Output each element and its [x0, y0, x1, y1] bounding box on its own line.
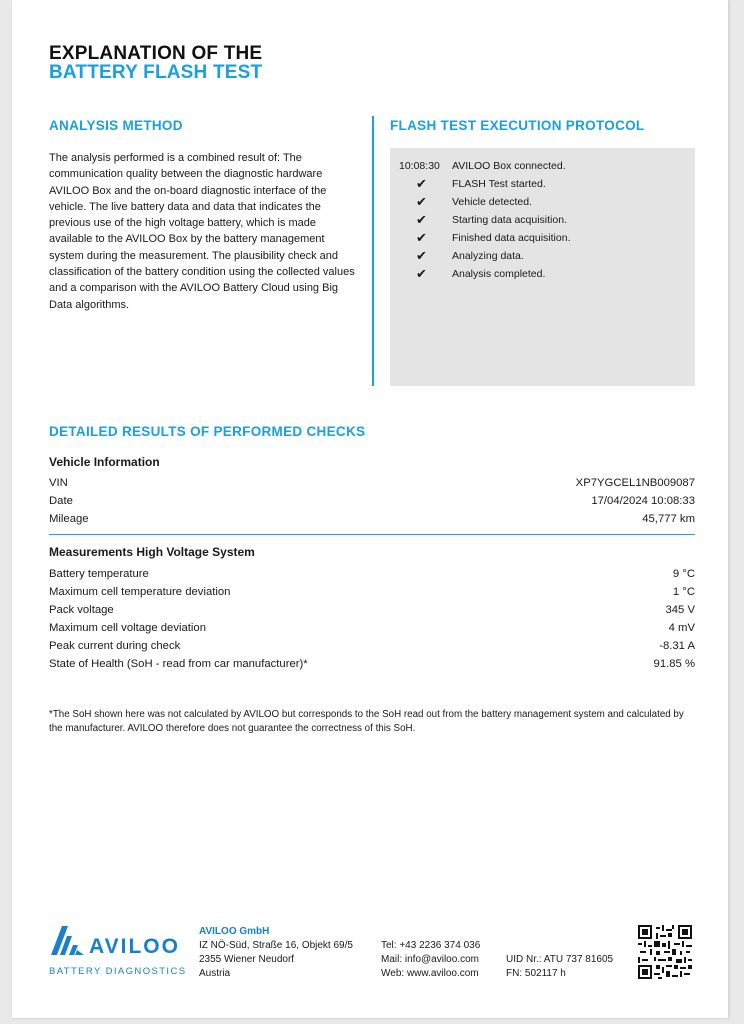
protocol-message: FLASH Test started.	[452, 178, 546, 190]
address-country: Austria	[199, 968, 231, 979]
title-line-2: BATTERY FLASH TEST	[49, 62, 263, 83]
contact-web: Web: www.aviloo.com	[381, 968, 479, 979]
analysis-method-text: The analysis performed is a combined result of: The communication quality between the diagnostic hardware AVILOO Box and the on-board diagnostic interface of the vehicle. The live battery data and data that indicates the previous use of the high voltage battery, which is made available to the AVILOO Box by the battery management system during the measurement. The plausibility check and classification of the battery condition using the collected values and a comparison with the AVILOO Battery Cloud using Big Data algorithms.	[49, 152, 355, 311]
address-line-1: IZ NÖ-Süd, Straße 16, Objekt 69/5	[199, 940, 353, 951]
protocol-heading: FLASH TEST EXECUTION PROTOCOL	[390, 118, 645, 133]
row-value: -8.31 A	[659, 640, 695, 652]
logo-tagline: BATTERY DIAGNOSTICS	[49, 966, 187, 977]
protocol-entry	[390, 211, 695, 229]
contact-mail: Mail: info@aviloo.com	[381, 954, 479, 965]
protocol-entry	[390, 157, 695, 175]
measurement-row	[49, 565, 695, 583]
company-name: AVILOO GmbH	[199, 926, 270, 937]
row-value: 91.85 %	[653, 658, 695, 670]
protocol-entry	[390, 265, 695, 283]
protocol-time: 10:08:30	[399, 160, 440, 172]
measurement-row	[49, 583, 695, 601]
page-title	[49, 44, 262, 82]
protocol-panel	[390, 148, 695, 386]
row-value: 9 °C	[672, 568, 695, 580]
protocol-message: Finished data acquisition.	[452, 232, 571, 244]
row-label: Mileage	[49, 513, 89, 525]
row-label: Battery temperature	[49, 568, 149, 580]
contact-tel: Tel: +43 2236 374 036	[381, 940, 481, 951]
checkmark-icon: ✔	[416, 212, 427, 227]
aviloo-logo-icon	[49, 924, 85, 956]
address-line-2: 2355 Wiener Neudorf	[199, 954, 295, 965]
row-value: 1 °C	[672, 586, 695, 598]
row-value: XP7YGCEL1NB009087	[575, 477, 695, 489]
row-label: Maximum cell temperature deviation	[49, 586, 231, 598]
vehicle-row-date	[49, 492, 695, 510]
column-divider	[372, 116, 374, 386]
fn-number: FN: 502117 h	[506, 968, 566, 979]
row-value: 345 V	[665, 604, 695, 616]
company-address	[199, 925, 353, 981]
protocol-message: AVILOO Box connected.	[452, 160, 566, 172]
measurement-row	[49, 655, 695, 673]
measurements-heading: Measurements High Voltage System	[49, 545, 255, 559]
row-label: Date	[49, 495, 73, 507]
row-label: State of Health (SoH - read from car manufacturer)*	[49, 658, 308, 670]
protocol-entry	[390, 193, 695, 211]
title-line-1: EXPLANATION OF THE	[49, 43, 263, 64]
row-label: Peak current during check	[49, 640, 181, 652]
protocol-message: Analysis completed.	[452, 268, 546, 280]
row-value: 4 mV	[668, 622, 695, 634]
protocol-entry	[390, 229, 695, 247]
vehicle-row-vin	[49, 474, 695, 492]
detailed-results-heading: DETAILED RESULTS OF PERFORMED CHECKS	[49, 424, 366, 439]
protocol-entry	[390, 175, 695, 193]
row-label: VIN	[49, 477, 68, 489]
protocol-message: Starting data acquisition.	[452, 214, 567, 226]
soh-footnote: *The SoH shown here was not calculated by AVILOO but corresponds to the SoH read out from the battery management system and calculated by the manufacturer. AVILOO therefore does not guarantee the correctness of this SoH.	[49, 709, 684, 734]
logo-wordmark: AVILOO	[89, 935, 180, 958]
vehicle-info-heading: Vehicle Information	[49, 455, 160, 469]
analysis-method-heading: ANALYSIS METHOD	[49, 118, 183, 133]
checkmark-icon: ✔	[416, 248, 427, 263]
uid-number: UID Nr.: ATU 737 81605	[506, 954, 614, 965]
measurement-row	[49, 601, 695, 619]
protocol-message: Vehicle detected.	[452, 196, 532, 208]
section-divider	[49, 534, 695, 535]
measurement-row	[49, 637, 695, 655]
qr-code-icon	[638, 925, 692, 979]
vehicle-row-mileage	[49, 510, 695, 528]
row-label: Pack voltage	[49, 604, 114, 616]
checkmark-icon: ✔	[416, 176, 427, 191]
row-label: Maximum cell voltage deviation	[49, 622, 206, 634]
checkmark-icon: ✔	[416, 194, 427, 209]
row-value: 17/04/2024 10:08:33	[591, 495, 695, 507]
company-registration	[506, 953, 613, 981]
checkmark-icon: ✔	[416, 230, 427, 245]
report-page	[12, 0, 728, 1018]
row-value: 45,777 km	[642, 513, 695, 525]
protocol-message: Analyzing data.	[452, 250, 524, 262]
measurement-row	[49, 619, 695, 637]
checkmark-icon: ✔	[416, 266, 427, 281]
protocol-entry	[390, 247, 695, 265]
aviloo-logo	[49, 918, 189, 982]
company-contact	[381, 939, 480, 981]
